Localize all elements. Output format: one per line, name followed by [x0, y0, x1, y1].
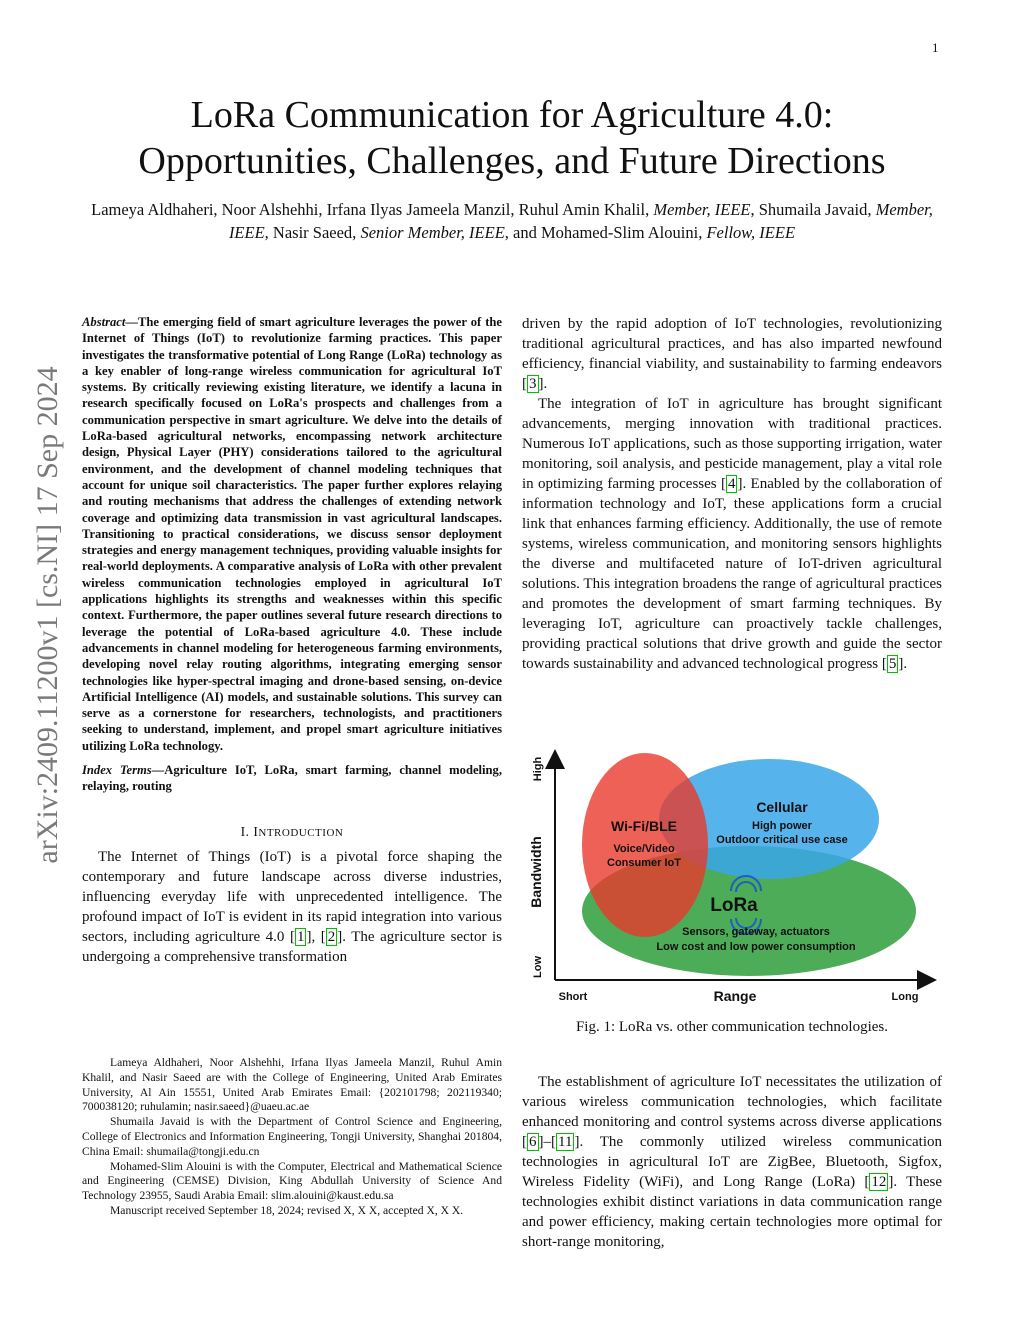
paragraph-text: ]. These technologies exhibit distinct variations in data communication range and power efficiency, making certain technologies more optimal for short-range monitoring, — [522, 1174, 942, 1250]
right-column — [522, 314, 942, 674]
abstract-text: —The emerging field of smart agriculture leverages the power of the Internet of Things (IoT) to revolutionize farming practices. This paper investigates the transformative potential of Long Range (LoRa) technology as a key enabler of long-range wireless communication for agricultural IoT systems. By critically reviewing existing literature, we identify a lacuna in research specifically focused on LoRa's prospects and challenges from a communication perspective in smart agriculture. We delve into the details of LoRa-based agricultural networks, encompassing network architecture design, Physical Layer (PHY) considerations tailored to the agricultural environment, and the development of channel modeling techniques that account for unique soil characteristics. The paper further explores relaying and routing mechanisms that address the challenges of extending network coverage and optimizing data transmission in vast agricultural landscapes. Transitioning to practical considerations, we discuss sensor deployment strategies and energy management techniques, providing valuable insights for real-world deployments. A comparative analysis of LoRa with other prevalent wireless communication technologies employed in agricultural IoT applications highlights its strengths and weaknesses within this specific context. Furthermore, the paper outlines several future research directions to leverage the potential of LoRa-based agriculture 4.0. These include advancements in channel modeling for heterogeneous farming environments, developing novel relay routing algorithms, integrating emerging sensor technologies like hyper-spectral imaging and drone-based sensing, on-device Artificial Intelligence (AI) models, and sustainable solutions. This survey can serve as a cornerstone for researchers, technologists, and practitioners seeking to understand, implement, and propel smart agriculture initiatives utilizing LoRa technology. — [82, 315, 502, 753]
paragraph-text: ]–[ — [538, 1134, 556, 1150]
section-number: I. — [240, 823, 254, 839]
lora-detail-1: Sensors, gateway, actuators — [682, 926, 830, 938]
citation-link[interactable]: 12 — [871, 1174, 887, 1190]
wifi-ble-detail-2: Consumer IoT — [607, 857, 681, 869]
authors-text: , Nasir Saeed, — [264, 223, 361, 242]
figure-caption: Fig. 1: LoRa vs. other communication technologies. — [575, 1019, 889, 1035]
citation-link[interactable]: 4 — [727, 476, 736, 492]
wifi-ble-detail-1: Voice/Video — [613, 843, 675, 855]
citation-link[interactable]: 3 — [529, 376, 537, 392]
paragraph-text: The integration of IoT in agriculture has brought significant advancements, merging innovation with traditional practices. Numerous IoT applications, such as those supporting irrigation, water monitoring, soil analysis, and pesticide management, play a vital role in optimizing farming processes [ — [522, 396, 942, 492]
y-axis-high-label: High — [532, 756, 544, 782]
body-paragraph — [522, 314, 942, 394]
y-axis-low-label: Low — [532, 956, 544, 978]
section-title-initial: I — [253, 823, 259, 839]
footnote-affiliation-tongji: Shumaila Javaid is with the Department of Control Science and Engineering, College of Electronics and Information Engineering, Tongji University, Shanghai 201804, China Email: shumaila@tongji.edu.cn — [82, 1115, 502, 1158]
paper-title — [60, 92, 964, 184]
y-axis-title: Bandwidth — [528, 836, 544, 908]
abstract — [82, 314, 502, 754]
index-terms — [82, 762, 502, 795]
x-axis-short-label: Short — [558, 991, 588, 1003]
paragraph-text: ]. The agriculture sector is undergoing a comprehensive transformation — [82, 928, 502, 965]
citation-link[interactable]: 11 — [558, 1134, 573, 1150]
paragraph-text: ]. The commonly utilized wireless communication technologies in agricultural IoT are ZigBee, Bluetooth, Sigfox, Wireless Fidelity (WiFi), and Long Range (LoRa) [ — [522, 1134, 942, 1190]
author-role: Senior Member, IEEE — [360, 223, 505, 242]
footnotes — [82, 1056, 502, 1219]
section-heading-introduction — [82, 824, 502, 840]
paragraph-text: The establishment of agriculture IoT necessitates the utilization of various wireless communication technologies, which facilitate enhanced monitoring and control systems across diverse applications [ — [522, 1074, 942, 1150]
wifi-ble-title: Wi-Fi/BLE — [611, 818, 677, 834]
x-axis-title: Range — [713, 988, 757, 1004]
abstract-label: Abstract — [82, 315, 126, 329]
paragraph-text: ]. — [898, 656, 908, 672]
citation-link[interactable]: 2 — [327, 928, 336, 945]
cellular-detail-1: High power — [752, 820, 812, 832]
authors-text: , and Mohamed-Slim Alouini, — [504, 223, 707, 242]
title-line-2: Opportunities, Challenges, and Future Directions — [138, 140, 886, 182]
authors-text: Lameya Aldhaheri, Noor Alshehhi, Irfana Ilyas Jameela Manzil, Ruhul Amin Khalil, — [91, 200, 654, 219]
body-paragraph — [522, 394, 942, 674]
author-role: Member, IEEE — [228, 200, 933, 242]
comparison-diagram — [522, 745, 942, 1015]
body-paragraph — [522, 1072, 942, 1252]
figure-lora-comparison — [522, 745, 942, 1015]
lora-detail-2: Low cost and low power consumption — [656, 941, 856, 953]
arxiv-identifier: arXiv:2409.11200v1 [cs.NI] 17 Sep 2024 — [31, 366, 64, 864]
section-title-rest: NTRODUCTION — [258, 826, 344, 839]
right-column-lower — [522, 1072, 942, 1252]
paragraph-text: ], [ — [306, 928, 326, 945]
citation-link[interactable]: 5 — [888, 656, 897, 672]
page-number: 1 — [932, 40, 939, 55]
cellular-detail-2: Outdoor critical use case — [716, 834, 848, 846]
intro-paragraph — [82, 847, 502, 967]
author-list — [80, 198, 944, 244]
cellular-title: Cellular — [756, 799, 808, 815]
index-terms-text: —Agriculture IoT, LoRa, smart farming, channel modeling, relaying, routing — [82, 763, 502, 794]
paragraph-text: The Internet of Things (IoT) is a pivotal force shaping the contemporary and future landscape across diverse industries, influencing everyday life with unprecedented intelligence. The profound impact of IoT is evident in its rapid integration into various sectors, including agriculture 4.0 [ — [82, 848, 502, 945]
paragraph-text: ]. — [538, 376, 548, 392]
footnote-manuscript-dates: Manuscript received September 18, 2024; revised X, X X, accepted X, X X. — [110, 1203, 464, 1217]
authors-text: , Shumaila Javaid, — [750, 200, 876, 219]
left-column — [82, 314, 502, 967]
author-role: Member, IEEE — [653, 200, 751, 219]
citation-link[interactable]: 6 — [529, 1134, 537, 1150]
footnote-affiliation-kaust: Mohamed-Slim Alouini is with the Computer, Electrical and Mathematical Science and Engineering (CEMSE) Division, King Abdullah University of Science And Technology 23955, Saudi Arabia Email: slim.alouini@kaust.edu.sa — [82, 1159, 502, 1203]
paragraph-text: driven by the rapid adoption of IoT technologies, revolutionizing traditional agricultural practices, and has also imparted newfound efficiency, financial viability, and sustainability to farming endeavors [ — [522, 316, 942, 392]
x-axis-long-label: Long — [891, 991, 919, 1003]
index-terms-label: Index Terms — [82, 763, 152, 778]
citation-link[interactable]: 1 — [296, 928, 305, 945]
lora-title: LoRa — [710, 895, 758, 916]
author-role: Fellow, IEEE — [706, 223, 796, 242]
title-line-1: LoRa Communication for Agriculture 4.0: — [190, 94, 834, 136]
footnote-affiliation-uaeu: Lameya Aldhaheri, Noor Alshehhi, Irfana Ilyas Jameela Manzil, Ruhul Amin Khalil, and Nasir Saeed are with the College of Engineering, United Arab Emirates University, Al Ain 15551, United Arab Emirates Email: {202101798; 202119340; 700038120; ruhulamin; nasir.saeed}@uaeu.ac.ae — [82, 1056, 502, 1114]
paragraph-text: ]. Enabled by the collaboration of information technology and IoT, these applications form a crucial link that enhances farming efficiency. Additionally, the use of remote systems, wireless communication, and monitoring sensors highlights the diverse and multifaceted nature of IoT-driven agricultural solutions. This integration broadens the range of agricultural practices and promotes the development of smart farming techniques. By leveraging IoT, agriculture can proactively tackle challenges, providing practical solutions that drive growth and guide the sector towards sustainability and advanced technological progress [ — [522, 476, 943, 672]
